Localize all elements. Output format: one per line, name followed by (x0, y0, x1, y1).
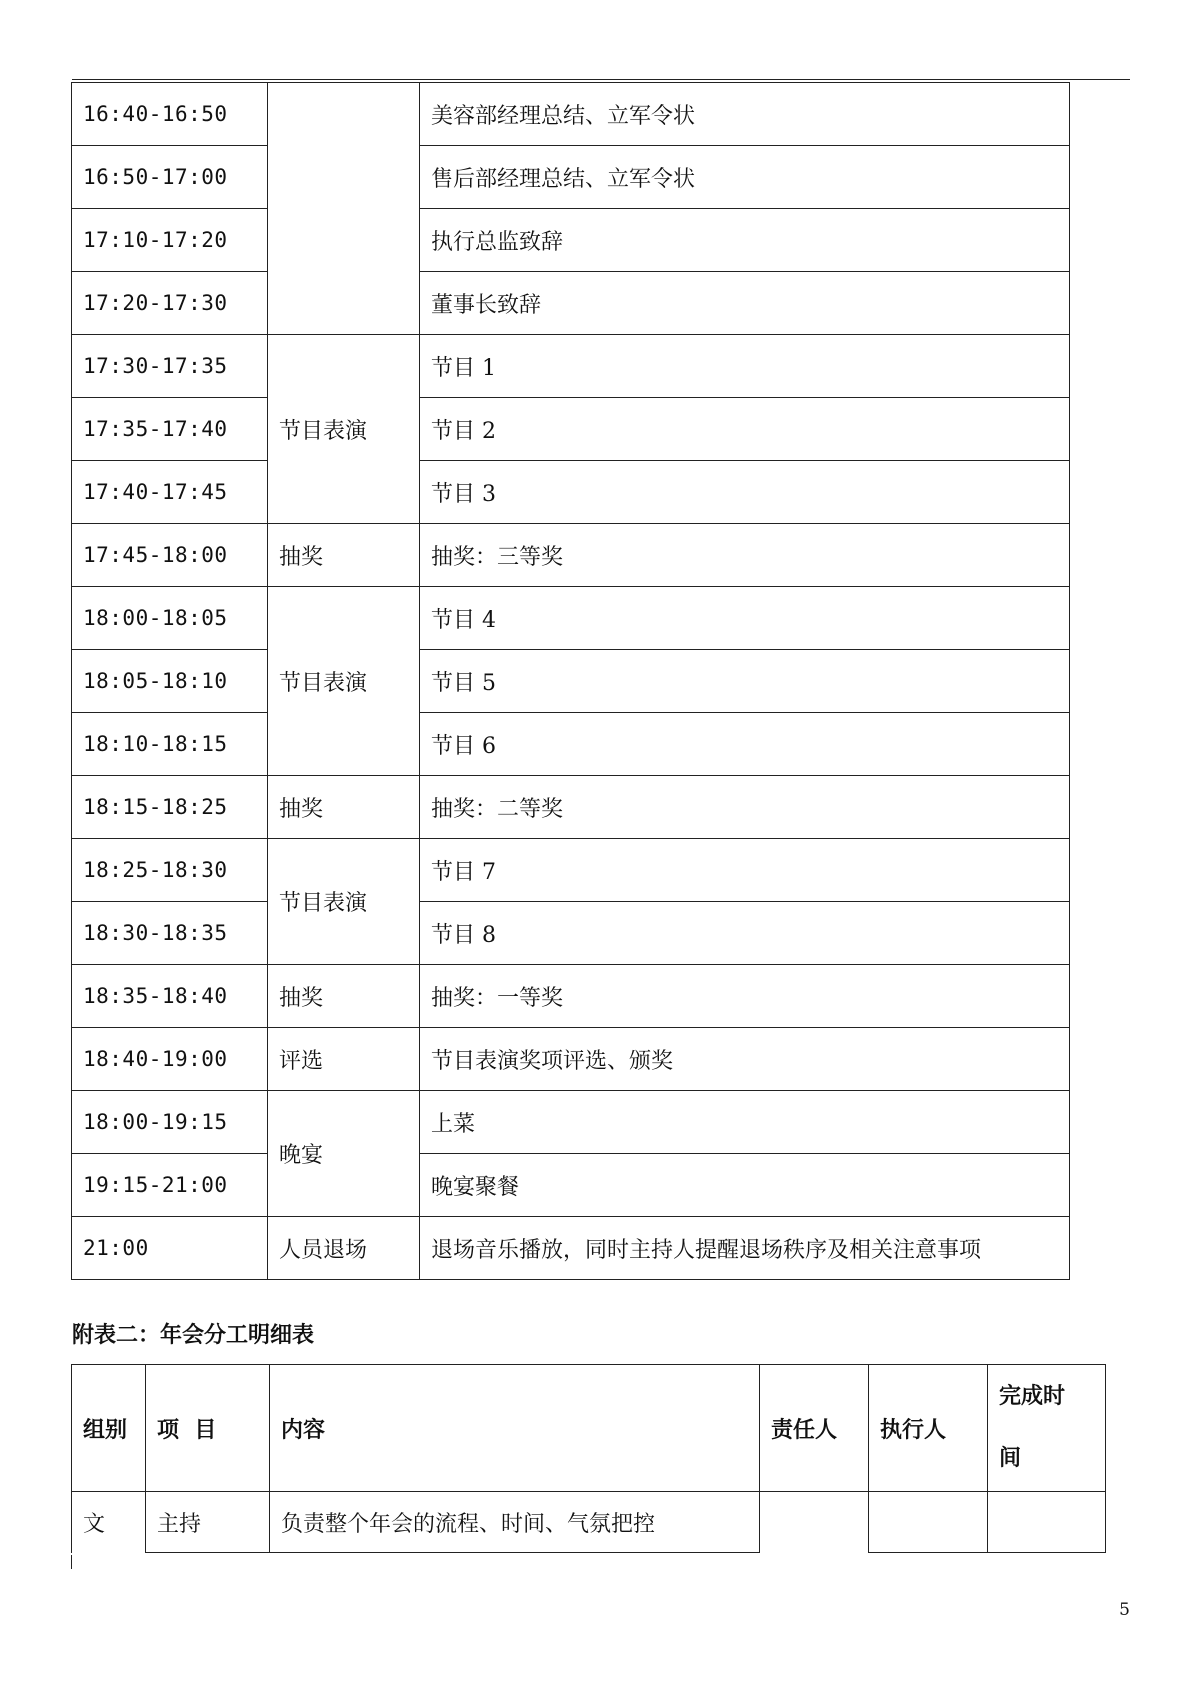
segment-cell: 晚宴 (268, 1091, 420, 1217)
page-number: 5 (1119, 1600, 1130, 1620)
content-cell: 退场音乐播放，同时主持人提醒退场秩序及相关注意事项 (420, 1217, 1070, 1280)
division-table (71, 1364, 1106, 1553)
table-row (72, 587, 1070, 650)
item-cell: 主持 (146, 1492, 270, 1553)
time-cell: 17:40-17:45 (72, 461, 268, 524)
time-cell: 16:50-17:00 (72, 146, 268, 209)
time-cell: 18:15-18:25 (72, 776, 268, 839)
content-cell: 节目 2 (420, 398, 1070, 461)
table-row (72, 713, 1070, 776)
header-owner: 责任人 (760, 1365, 869, 1492)
time-cell: 18:35-18:40 (72, 965, 268, 1028)
header-group: 组别 (72, 1365, 146, 1492)
time-cell: 18:25-18:30 (72, 839, 268, 902)
header-content: 内容 (270, 1365, 760, 1492)
content-cell: 节目表演奖项评选、颁奖 (420, 1028, 1070, 1091)
content-cell: 节目 3 (420, 461, 1070, 524)
table-continuation-line (71, 1555, 72, 1569)
time-cell: 17:20-17:30 (72, 272, 268, 335)
table-row (72, 146, 1070, 209)
content-cell: 节目 4 (420, 587, 1070, 650)
segment-cell (268, 83, 420, 335)
time-cell: 18:10-18:15 (72, 713, 268, 776)
header-executor: 执行人 (869, 1365, 988, 1492)
executor-cell (869, 1492, 988, 1553)
top-rule (72, 79, 1130, 80)
table-row (72, 524, 1070, 587)
table-row (72, 1028, 1070, 1091)
group-cell: 文 (72, 1492, 146, 1553)
segment-cell: 节目表演 (268, 335, 420, 524)
table-row (72, 398, 1070, 461)
table-row (72, 1492, 1106, 1553)
table-row (72, 650, 1070, 713)
owner-cell (760, 1492, 869, 1553)
header-deadline-line2: 间 (999, 1446, 1022, 1471)
content-cell: 美容部经理总结、立军令状 (420, 83, 1070, 146)
time-cell: 17:45-18:00 (72, 524, 268, 587)
time-cell: 17:30-17:35 (72, 335, 268, 398)
table-row (72, 776, 1070, 839)
table-row (72, 461, 1070, 524)
appendix-title: 附表二：年会分工明细表 (72, 1323, 315, 1348)
content-cell: 售后部经理总结、立军令状 (420, 146, 1070, 209)
time-cell: 19:15-21:00 (72, 1154, 268, 1217)
table-row (72, 965, 1070, 1028)
time-cell: 17:10-17:20 (72, 209, 268, 272)
header-item: 项 目 (146, 1365, 270, 1492)
table-row (72, 839, 1070, 902)
segment-cell: 节目表演 (268, 839, 420, 965)
content-cell: 节目 6 (420, 713, 1070, 776)
table-header-row (72, 1365, 1106, 1492)
segment-cell: 节目表演 (268, 587, 420, 776)
content-cell: 负责整个年会的流程、时间、气氛把控 (270, 1492, 760, 1553)
time-cell: 18:40-19:00 (72, 1028, 268, 1091)
time-cell: 18:05-18:10 (72, 650, 268, 713)
content-cell: 晚宴聚餐 (420, 1154, 1070, 1217)
table-row (72, 1154, 1070, 1217)
table-row (72, 1091, 1070, 1154)
content-cell: 节目 1 (420, 335, 1070, 398)
table-row (72, 272, 1070, 335)
schedule-table (71, 82, 1070, 1280)
segment-cell: 抽奖 (268, 965, 420, 1028)
header-deadline (988, 1365, 1106, 1492)
content-cell: 节目 5 (420, 650, 1070, 713)
table-row (72, 902, 1070, 965)
deadline-cell (988, 1492, 1106, 1553)
table-row (72, 83, 1070, 146)
content-cell: 抽奖：三等奖 (420, 524, 1070, 587)
content-cell: 抽奖：二等奖 (420, 776, 1070, 839)
content-cell: 董事长致辞 (420, 272, 1070, 335)
segment-cell: 人员退场 (268, 1217, 420, 1280)
segment-cell: 评选 (268, 1028, 420, 1091)
table-row (72, 335, 1070, 398)
time-cell: 16:40-16:50 (72, 83, 268, 146)
content-cell: 节目 7 (420, 839, 1070, 902)
time-cell: 18:30-18:35 (72, 902, 268, 965)
table-row (72, 1217, 1070, 1280)
header-deadline-line1: 完成时 (999, 1384, 1066, 1409)
segment-cell: 抽奖 (268, 524, 420, 587)
content-cell: 节目 8 (420, 902, 1070, 965)
content-cell: 抽奖：一等奖 (420, 965, 1070, 1028)
table-row (72, 209, 1070, 272)
time-cell: 18:00-19:15 (72, 1091, 268, 1154)
time-cell: 18:00-18:05 (72, 587, 268, 650)
content-cell: 执行总监致辞 (420, 209, 1070, 272)
time-cell: 21:00 (72, 1217, 268, 1280)
segment-cell: 抽奖 (268, 776, 420, 839)
time-cell: 17:35-17:40 (72, 398, 268, 461)
content-cell: 上菜 (420, 1091, 1070, 1154)
